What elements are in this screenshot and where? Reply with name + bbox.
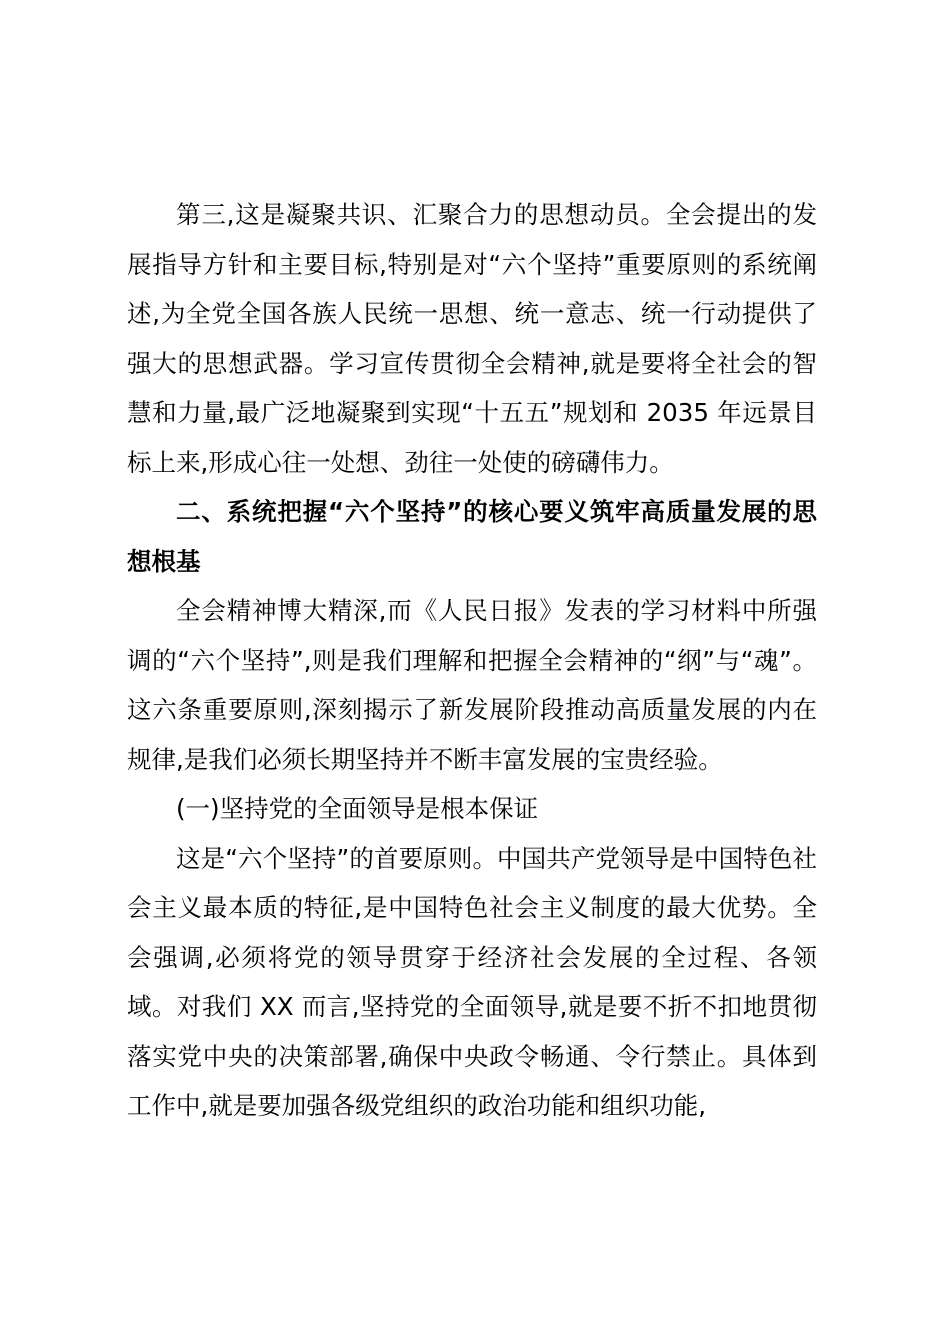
paragraph-six-principles: 全会精神博大精深,而《人民日报》发表的学习材料中所强调的“六个坚持”,则是我们理解和把握全会精神的“纲”与“魂”。这六条重要原则,深刻揭示了新发展阶段推动高质量发展的内在规律,是我们必须长期坚持并不断丰富发展的宝贵经验。 xyxy=(127,596,817,774)
section-heading-two: 二、系统把握“六个坚持”的核心要义筑牢高质量发展的思想根基 xyxy=(127,497,817,576)
paragraph-party-leadership: 这是“六个坚持”的首要原则。中国共产党领导是中国特色社会主义最本质的特征,是中国特色社会主义制度的最大优势。全会强调,必须将党的领导贯穿于经济社会发展的全过程、各领域。对我们 XX 而言,坚持党的全面领导,就是要不折不扣地贯彻落实党中央的决策部署,确保中央政令畅通、令行禁止。具体到工作中,就是要加强各级党组织的政治功能和组织功能, xyxy=(127,843,817,1120)
document-body xyxy=(127,190,817,1131)
paragraph-consensus: 第三,这是凝聚共识、汇聚合力的思想动员。全会提出的发展指导方针和主要目标,特别是对“六个坚持”重要原则的系统阐述,为全党全国各族人民统一思想、统一意志、统一行动提供了强大的思想武器。学习宣传贯彻全会精神,就是要将全社会的智慧和力量,最广泛地凝聚到实现“十五五”规划和 2035 年远景目标上来,形成心往一处想、劲往一处使的磅礴伟力。 xyxy=(127,200,817,477)
subheading-party-leadership: (一)坚持党的全面领导是根本保证 xyxy=(176,794,539,823)
